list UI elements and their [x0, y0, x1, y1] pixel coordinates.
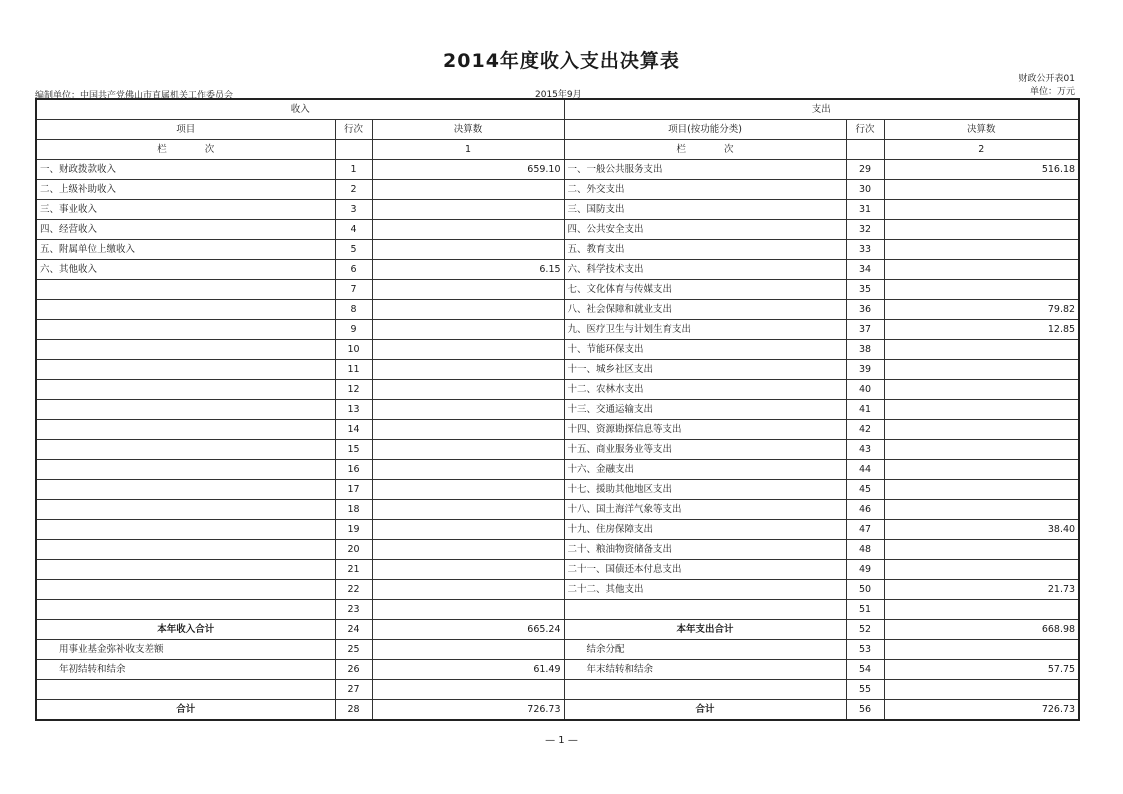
expense-header: 支出 — [564, 99, 1079, 120]
income-amount — [372, 520, 564, 540]
summary-expense-item — [564, 680, 846, 700]
income-row-no: 5 — [335, 240, 372, 260]
expense-item: 十五、商业服务业等支出 — [564, 440, 846, 460]
income-amount — [372, 360, 564, 380]
expense-amount — [884, 220, 1079, 240]
income-amount — [372, 400, 564, 420]
expense-col-index: 2 — [884, 140, 1079, 160]
expense-amount — [884, 500, 1079, 520]
table-row — [36, 300, 1079, 320]
expense-row-no: 42 — [846, 420, 884, 440]
summary-row — [36, 660, 1079, 680]
expense-item: 九、医疗卫生与计划生育支出 — [564, 320, 846, 340]
income-item: 三、事业收入 — [36, 200, 335, 220]
income-item: 五、附属单位上缴收入 — [36, 240, 335, 260]
table-row — [36, 480, 1079, 500]
income-item — [36, 580, 335, 600]
income-item — [36, 300, 335, 320]
table-row — [36, 440, 1079, 460]
expense-row-no: 46 — [846, 500, 884, 520]
expense-amount — [884, 340, 1079, 360]
income-row-no: 7 — [335, 280, 372, 300]
income-row-no: 16 — [335, 460, 372, 480]
summary-row — [36, 620, 1079, 640]
expense-row-no: 36 — [846, 300, 884, 320]
income-row-no: 10 — [335, 340, 372, 360]
expense-row-no: 47 — [846, 520, 884, 540]
expense-row-no: 39 — [846, 360, 884, 380]
expense-amount — [884, 440, 1079, 460]
table-row — [36, 280, 1079, 300]
summary-income-amount: 61.49 — [372, 660, 564, 680]
table-row — [36, 380, 1079, 400]
expense-amount — [884, 180, 1079, 200]
expense-item: 十九、住房保障支出 — [564, 520, 846, 540]
income-item — [36, 500, 335, 520]
expense-row-no: 38 — [846, 340, 884, 360]
income-amount — [372, 480, 564, 500]
summary-expense-item: 合计 — [564, 700, 846, 721]
income-row-no: 3 — [335, 200, 372, 220]
date-label: 2015年9月 — [535, 90, 582, 100]
summary-income-amount: 665.24 — [372, 620, 564, 640]
summary-row — [36, 680, 1079, 700]
budget-table-container — [35, 98, 1078, 721]
income-amount — [372, 320, 564, 340]
column-index-row — [36, 140, 1079, 160]
income-row-no: 12 — [335, 380, 372, 400]
expense-amount — [884, 360, 1079, 380]
table-row — [36, 400, 1079, 420]
summary-expense-row-no: 53 — [846, 640, 884, 660]
income-item — [36, 400, 335, 420]
expense-amount: 79.82 — [884, 300, 1079, 320]
expense-item: 二十、粮油物资储备支出 — [564, 540, 846, 560]
expense-item: 七、文化体育与传媒支出 — [564, 280, 846, 300]
summary-income-item: 年初结转和结余 — [36, 660, 335, 680]
summary-income-row-no: 26 — [335, 660, 372, 680]
income-row-no: 21 — [335, 560, 372, 580]
summary-expense-amount: 668.98 — [884, 620, 1079, 640]
income-header: 收入 — [36, 99, 564, 120]
expense-amount — [884, 600, 1079, 620]
summary-expense-row-no: 56 — [846, 700, 884, 721]
summary-expense-row-no: 55 — [846, 680, 884, 700]
expense-amount: 12.85 — [884, 320, 1079, 340]
table-row — [36, 320, 1079, 340]
table-row — [36, 420, 1079, 440]
expense-row-no: 48 — [846, 540, 884, 560]
expense-row-no: 37 — [846, 320, 884, 340]
expense-row-no-header: 行次 — [846, 120, 884, 140]
income-row-no: 6 — [335, 260, 372, 280]
income-item: 二、上级补助收入 — [36, 180, 335, 200]
table-row — [36, 560, 1079, 580]
expense-row-no: 29 — [846, 160, 884, 180]
summary-income-item — [36, 680, 335, 700]
income-item-header: 项目 — [36, 120, 335, 140]
income-row-no: 20 — [335, 540, 372, 560]
expense-row-no: 43 — [846, 440, 884, 460]
income-row-no: 2 — [335, 180, 372, 200]
expense-item: 二十一、国债还本付息支出 — [564, 560, 846, 580]
table-row — [36, 340, 1079, 360]
summary-income-row-no: 25 — [335, 640, 372, 660]
income-row-no: 18 — [335, 500, 372, 520]
income-row-no: 11 — [335, 360, 372, 380]
expense-row-no: 49 — [846, 560, 884, 580]
expense-item: 三、国防支出 — [564, 200, 846, 220]
income-item — [36, 520, 335, 540]
income-amount — [372, 580, 564, 600]
expense-amount — [884, 380, 1079, 400]
income-amount — [372, 420, 564, 440]
expense-row-no: 30 — [846, 180, 884, 200]
income-row-no: 4 — [335, 220, 372, 240]
income-row-no: 22 — [335, 580, 372, 600]
expense-item: 四、公共安全支出 — [564, 220, 846, 240]
expense-amount: 516.18 — [884, 160, 1079, 180]
expense-amount — [884, 460, 1079, 480]
summary-expense-item: 结余分配 — [564, 640, 846, 660]
income-amount-header: 决算数 — [372, 120, 564, 140]
income-amount — [372, 240, 564, 260]
table-row — [36, 600, 1079, 620]
summary-income-row-no: 27 — [335, 680, 372, 700]
summary-income-amount: 726.73 — [372, 700, 564, 721]
expense-amount: 38.40 — [884, 520, 1079, 540]
report-title: 2014年度收入支出决算表 — [443, 50, 680, 72]
income-col-blank — [335, 140, 372, 160]
income-amount: 6.15 — [372, 260, 564, 280]
summary-income-amount — [372, 680, 564, 700]
expense-amount — [884, 260, 1079, 280]
table-row — [36, 260, 1079, 280]
summary-expense-row-no: 52 — [846, 620, 884, 640]
expense-item: 十二、农林水支出 — [564, 380, 846, 400]
expense-item: 十六、金融支出 — [564, 460, 846, 480]
table-row — [36, 200, 1079, 220]
income-item — [36, 600, 335, 620]
expense-item: 十一、城乡社区支出 — [564, 360, 846, 380]
expense-amount: 21.73 — [884, 580, 1079, 600]
income-item — [36, 420, 335, 440]
income-amount — [372, 560, 564, 580]
income-amount — [372, 280, 564, 300]
expense-row-no: 45 — [846, 480, 884, 500]
expense-row-no: 31 — [846, 200, 884, 220]
income-row-no: 17 — [335, 480, 372, 500]
income-item — [36, 480, 335, 500]
expense-amount — [884, 280, 1079, 300]
table-row — [36, 540, 1079, 560]
income-amount — [372, 500, 564, 520]
expense-row-no: 33 — [846, 240, 884, 260]
expense-item: 十三、交通运输支出 — [564, 400, 846, 420]
income-amount — [372, 540, 564, 560]
table-row — [36, 520, 1079, 540]
table-row — [36, 500, 1079, 520]
summary-expense-amount: 57.75 — [884, 660, 1079, 680]
expense-col-blank — [846, 140, 884, 160]
expense-amount — [884, 540, 1079, 560]
income-item — [36, 320, 335, 340]
income-item — [36, 460, 335, 480]
table-row — [36, 220, 1079, 240]
income-amount — [372, 380, 564, 400]
expense-row-no: 35 — [846, 280, 884, 300]
income-row-no: 15 — [335, 440, 372, 460]
budget-table — [35, 98, 1080, 721]
income-item: 四、经营收入 — [36, 220, 335, 240]
income-amount — [372, 600, 564, 620]
expense-row-no: 34 — [846, 260, 884, 280]
expense-row-no: 32 — [846, 220, 884, 240]
expense-amount — [884, 480, 1079, 500]
expense-row-no: 44 — [846, 460, 884, 480]
org-label: 编制单位：中国共产党佛山市直属机关工作委员会 — [35, 91, 234, 101]
expense-item: 十四、资源勘探信息等支出 — [564, 420, 846, 440]
income-amount — [372, 440, 564, 460]
expense-amount — [884, 400, 1079, 420]
expense-item: 二、外交支出 — [564, 180, 846, 200]
income-amount: 659.10 — [372, 160, 564, 180]
table-row — [36, 240, 1079, 260]
expense-item: 十八、国土海洋气象等支出 — [564, 500, 846, 520]
expense-item: 十七、援助其他地区支出 — [564, 480, 846, 500]
income-item — [36, 540, 335, 560]
income-row-no-header: 行次 — [335, 120, 372, 140]
summary-row — [36, 700, 1079, 721]
summary-expense-item: 年末结转和结余 — [564, 660, 846, 680]
summary-income-item: 用事业基金弥补收支差额 — [36, 640, 335, 660]
income-row-no: 9 — [335, 320, 372, 340]
summary-expense-amount: 726.73 — [884, 700, 1079, 721]
income-amount — [372, 300, 564, 320]
table-row — [36, 160, 1079, 180]
summary-row — [36, 640, 1079, 660]
table-row — [36, 180, 1079, 200]
table-row — [36, 360, 1079, 380]
page-number: — 1 — — [545, 735, 578, 746]
expense-row-no: 41 — [846, 400, 884, 420]
expense-item: 一、一般公共服务支出 — [564, 160, 846, 180]
table-row — [36, 580, 1079, 600]
income-row-no: 19 — [335, 520, 372, 540]
income-row-no: 8 — [335, 300, 372, 320]
expense-item — [564, 600, 846, 620]
expense-amount — [884, 200, 1079, 220]
income-item — [36, 340, 335, 360]
expense-item: 六、科学技术支出 — [564, 260, 846, 280]
income-amount — [372, 460, 564, 480]
expense-col-label: 栏 次 — [564, 140, 846, 160]
income-row-no: 13 — [335, 400, 372, 420]
expense-amount — [884, 240, 1079, 260]
income-amount — [372, 220, 564, 240]
unit-label: 单位：万元 — [1029, 87, 1075, 97]
column-header-row — [36, 120, 1079, 140]
expense-row-no: 50 — [846, 580, 884, 600]
summary-income-amount — [372, 640, 564, 660]
income-item — [36, 380, 335, 400]
expense-item: 八、社会保障和就业支出 — [564, 300, 846, 320]
income-amount — [372, 200, 564, 220]
income-amount — [372, 180, 564, 200]
summary-expense-item: 本年支出合计 — [564, 620, 846, 640]
summary-expense-amount — [884, 680, 1079, 700]
income-row-no: 14 — [335, 420, 372, 440]
expense-item: 二十二、其他支出 — [564, 580, 846, 600]
income-item: 六、其他收入 — [36, 260, 335, 280]
summary-income-item: 合计 — [36, 700, 335, 721]
summary-income-row-no: 24 — [335, 620, 372, 640]
summary-expense-row-no: 54 — [846, 660, 884, 680]
expense-row-no: 40 — [846, 380, 884, 400]
income-col-index: 1 — [372, 140, 564, 160]
expense-item: 五、教育支出 — [564, 240, 846, 260]
income-item: 一、财政拨款收入 — [36, 160, 335, 180]
summary-expense-amount — [884, 640, 1079, 660]
income-item — [36, 280, 335, 300]
summary-income-row-no: 28 — [335, 700, 372, 721]
section-header-row — [36, 99, 1079, 120]
expense-amount-header: 决算数 — [884, 120, 1079, 140]
income-item — [36, 440, 335, 460]
income-row-no: 23 — [335, 600, 372, 620]
expense-amount — [884, 420, 1079, 440]
expense-item-header: 项目(按功能分类) — [564, 120, 846, 140]
table-row — [36, 460, 1079, 480]
expense-amount — [884, 560, 1079, 580]
income-col-label: 栏 次 — [36, 140, 335, 160]
expense-item: 十、节能环保支出 — [564, 340, 846, 360]
income-amount — [372, 340, 564, 360]
income-item — [36, 560, 335, 580]
form-code: 财政公开表01 — [1018, 74, 1075, 84]
expense-row-no: 51 — [846, 600, 884, 620]
income-item — [36, 360, 335, 380]
summary-income-item: 本年收入合计 — [36, 620, 335, 640]
income-row-no: 1 — [335, 160, 372, 180]
